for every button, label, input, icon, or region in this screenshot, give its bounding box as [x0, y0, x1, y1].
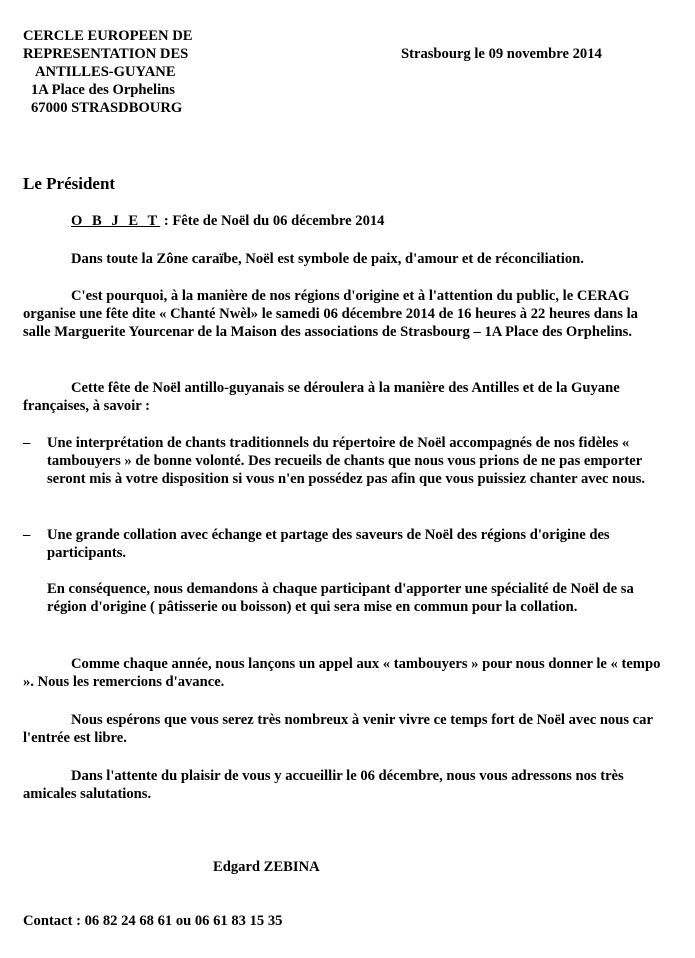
paragraph-5: Comme chaque année, nous lançons un appel aux « tambouyers » pour nous donner le « tempo ». Nous les remercions d'avance. [23, 656, 661, 691]
sender-name-line-1: CERCLE EUROPEEN DE [23, 28, 193, 44]
sender-address-street: 1A Place des Orphelins [31, 82, 175, 98]
subject-text: Fête de Noël du 06 décembre 2014 [172, 213, 385, 229]
signature: Edgard ZEBINA [213, 859, 320, 875]
bullet-marker: – [23, 527, 31, 543]
subject-label: O B J E T [71, 213, 161, 229]
paragraph-4: En conséquence, nous demandons à chaque participant d'apporter une spécialité de Noël de sa région d'origine ( pâtisserie ou boisson) et qui sera mise en commun pour la collation. [47, 581, 634, 616]
paragraph-6: Nous espérons que vous serez très nombreux à venir vivre ce temps fort de Noël avec nous car l'entrée est libre. [23, 712, 653, 747]
paragraph-3: Cette fête de Noël antillo-guyanais se déroulera à la manière des Antilles et de la Guyane françaises, à savoir : [23, 380, 620, 415]
date-line: Strasbourg le 09 novembre 2014 [401, 46, 602, 62]
paragraph-2: C'est pourquoi, à la manière de nos régions d'origine et à l'attention du public, le CERAG organise une fête dite « Chanté Nwèl» le samedi 06 décembre 2014 de 16 heures à 22 heures dans la salle Marguerite Yourcenar de la Maison des associations de Strasbourg – 1A Place des Orphelins. [23, 288, 638, 341]
letter-heading: Le Président [23, 174, 116, 193]
paragraph-1: Dans toute la Zône caraïbe, Noël est symbole de paix, d'amour et de réconciliation. [71, 251, 584, 267]
bullet-text-1: Une interprétation de chants traditionnels du répertoire de Noël accompagnés de nos fidèles « tambouyers » de bonne volonté. Des recueils de chants que nous vous prions de ne pas emporter seront mis à votre disposition si vous n'en possédez pas afin que vous puissiez chanter avec nous. [47, 435, 646, 488]
bullet-text-2: Une grande collation avec échange et partage des saveurs de Noël des régions d'origine des participants. [47, 527, 610, 562]
subject-line [71, 212, 384, 230]
contact-line: Contact : 06 82 24 68 61 ou 06 61 83 15 35 [23, 913, 283, 929]
sender-name-line-2: REPRESENTATION DES [23, 46, 189, 62]
bullet-marker: – [23, 435, 31, 451]
subject-separator: : [160, 213, 173, 229]
sender-name-line-3: ANTILLES-GUYANE [35, 64, 176, 80]
sender-address-city: 67000 STRASDBOURG [31, 100, 183, 116]
paragraph-7: Dans l'attente du plaisir de vous y accueillir le 06 décembre, nous vous adressons nos très amicales salutations. [23, 768, 624, 803]
